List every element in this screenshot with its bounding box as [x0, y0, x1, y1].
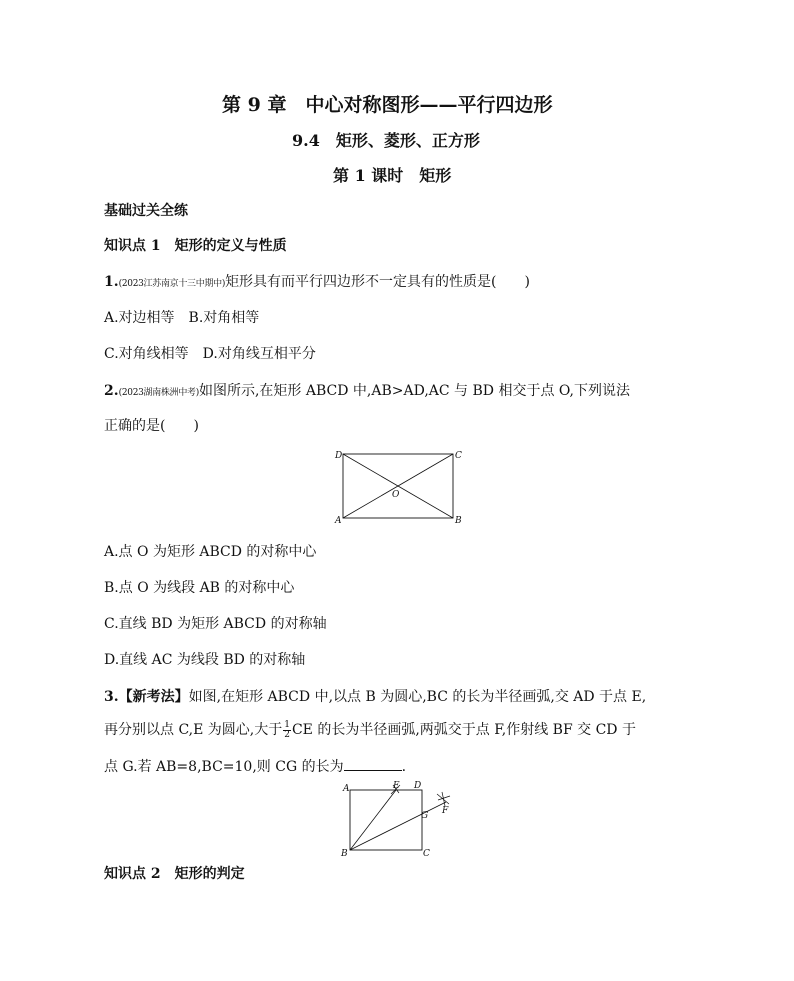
question-stem: 如图,在矩形 ABCD 中,以点 B 为圆心,BC 的长为半径画弧,交 AD 于点 E, — [188, 689, 647, 705]
question-stem: 如图所示,在矩形 ABCD 中,AB>AD,AC 与 BD 相交于点 O,下列说法 — [198, 383, 631, 399]
construction-figure — [338, 780, 463, 860]
arc-mark-f — [437, 792, 450, 806]
knowledge-point-1-heading: 知识点 1 矩形的定义与性质 — [104, 238, 287, 254]
question-2-option-d: D.直线 AC 为线段 BD 的对称轴 — [104, 652, 306, 668]
question-2 — [104, 380, 630, 400]
label-c: C — [455, 451, 462, 461]
section-title: 9.4 矩形、菱形、正方形 — [292, 131, 480, 150]
label-d: D — [335, 451, 343, 461]
question-1 — [104, 271, 530, 291]
question-1-options-ab: A.对边相等 B.对角相等 — [104, 310, 260, 326]
ray-bf — [350, 802, 446, 850]
chapter-title: 第 9 章 中心对称图形——平行四边形 — [222, 94, 553, 116]
question-1-options-cd: C.对角线相等 D.对角线互相平分 — [104, 346, 316, 362]
label-f: F — [442, 806, 449, 816]
label-e: E — [393, 781, 400, 791]
segment-be — [350, 790, 396, 850]
label-a: A — [335, 516, 342, 526]
lesson-title: 第 1 课时 矩形 — [333, 166, 452, 185]
question-2-stem-continued: 正确的是( ) — [104, 418, 199, 434]
question-number: 1. — [104, 274, 119, 290]
fraction-one-half: $\frac{1}{2}$ — [284, 719, 290, 740]
question-stem: 矩形具有而平行四边形不一定具有的性质是( ) — [225, 274, 530, 290]
question-number: 2. — [104, 383, 119, 399]
question-2-option-a: A.点 O 为矩形 ABCD 的对称中心 — [104, 544, 317, 560]
answer-blank[interactable] — [344, 756, 402, 771]
question-3-line-3: 点 G.若 AB=8,BC=10,则 CG 的长为 . — [104, 756, 406, 776]
label-g: G — [421, 811, 429, 821]
label-b: B — [455, 516, 462, 526]
question-number: 3. — [104, 689, 119, 705]
question-3 — [104, 686, 646, 706]
practice-heading: 基础过关全练 — [104, 203, 188, 219]
rectangle-abcd-figure — [330, 446, 465, 526]
rectangle-outline — [350, 790, 422, 850]
question-source: (2023江苏南京十三中期中) — [118, 279, 226, 289]
label-b: B — [341, 849, 348, 859]
label-c: C — [423, 849, 430, 859]
label-a: A — [343, 784, 350, 794]
label-d: D — [414, 781, 422, 791]
question-2-option-c: C.直线 BD 为矩形 ABCD 的对称轴 — [104, 616, 327, 632]
question-3-line-2: 再分别以点 C,E 为圆心,大于 $\frac{1}{2}$ CE 的长为半径画弧,两弧交于点 F,作射线 BF 交 CD 于 — [104, 719, 636, 740]
question-2-option-b: B.点 O 为线段 AB 的对称中心 — [104, 580, 295, 596]
label-o: O — [392, 490, 400, 500]
new-exam-method-tag: 【新考法】 — [118, 689, 189, 705]
knowledge-point-2-heading: 知识点 2 矩形的判定 — [104, 866, 245, 882]
question-source: (2023湖南株洲中考) — [118, 388, 199, 398]
